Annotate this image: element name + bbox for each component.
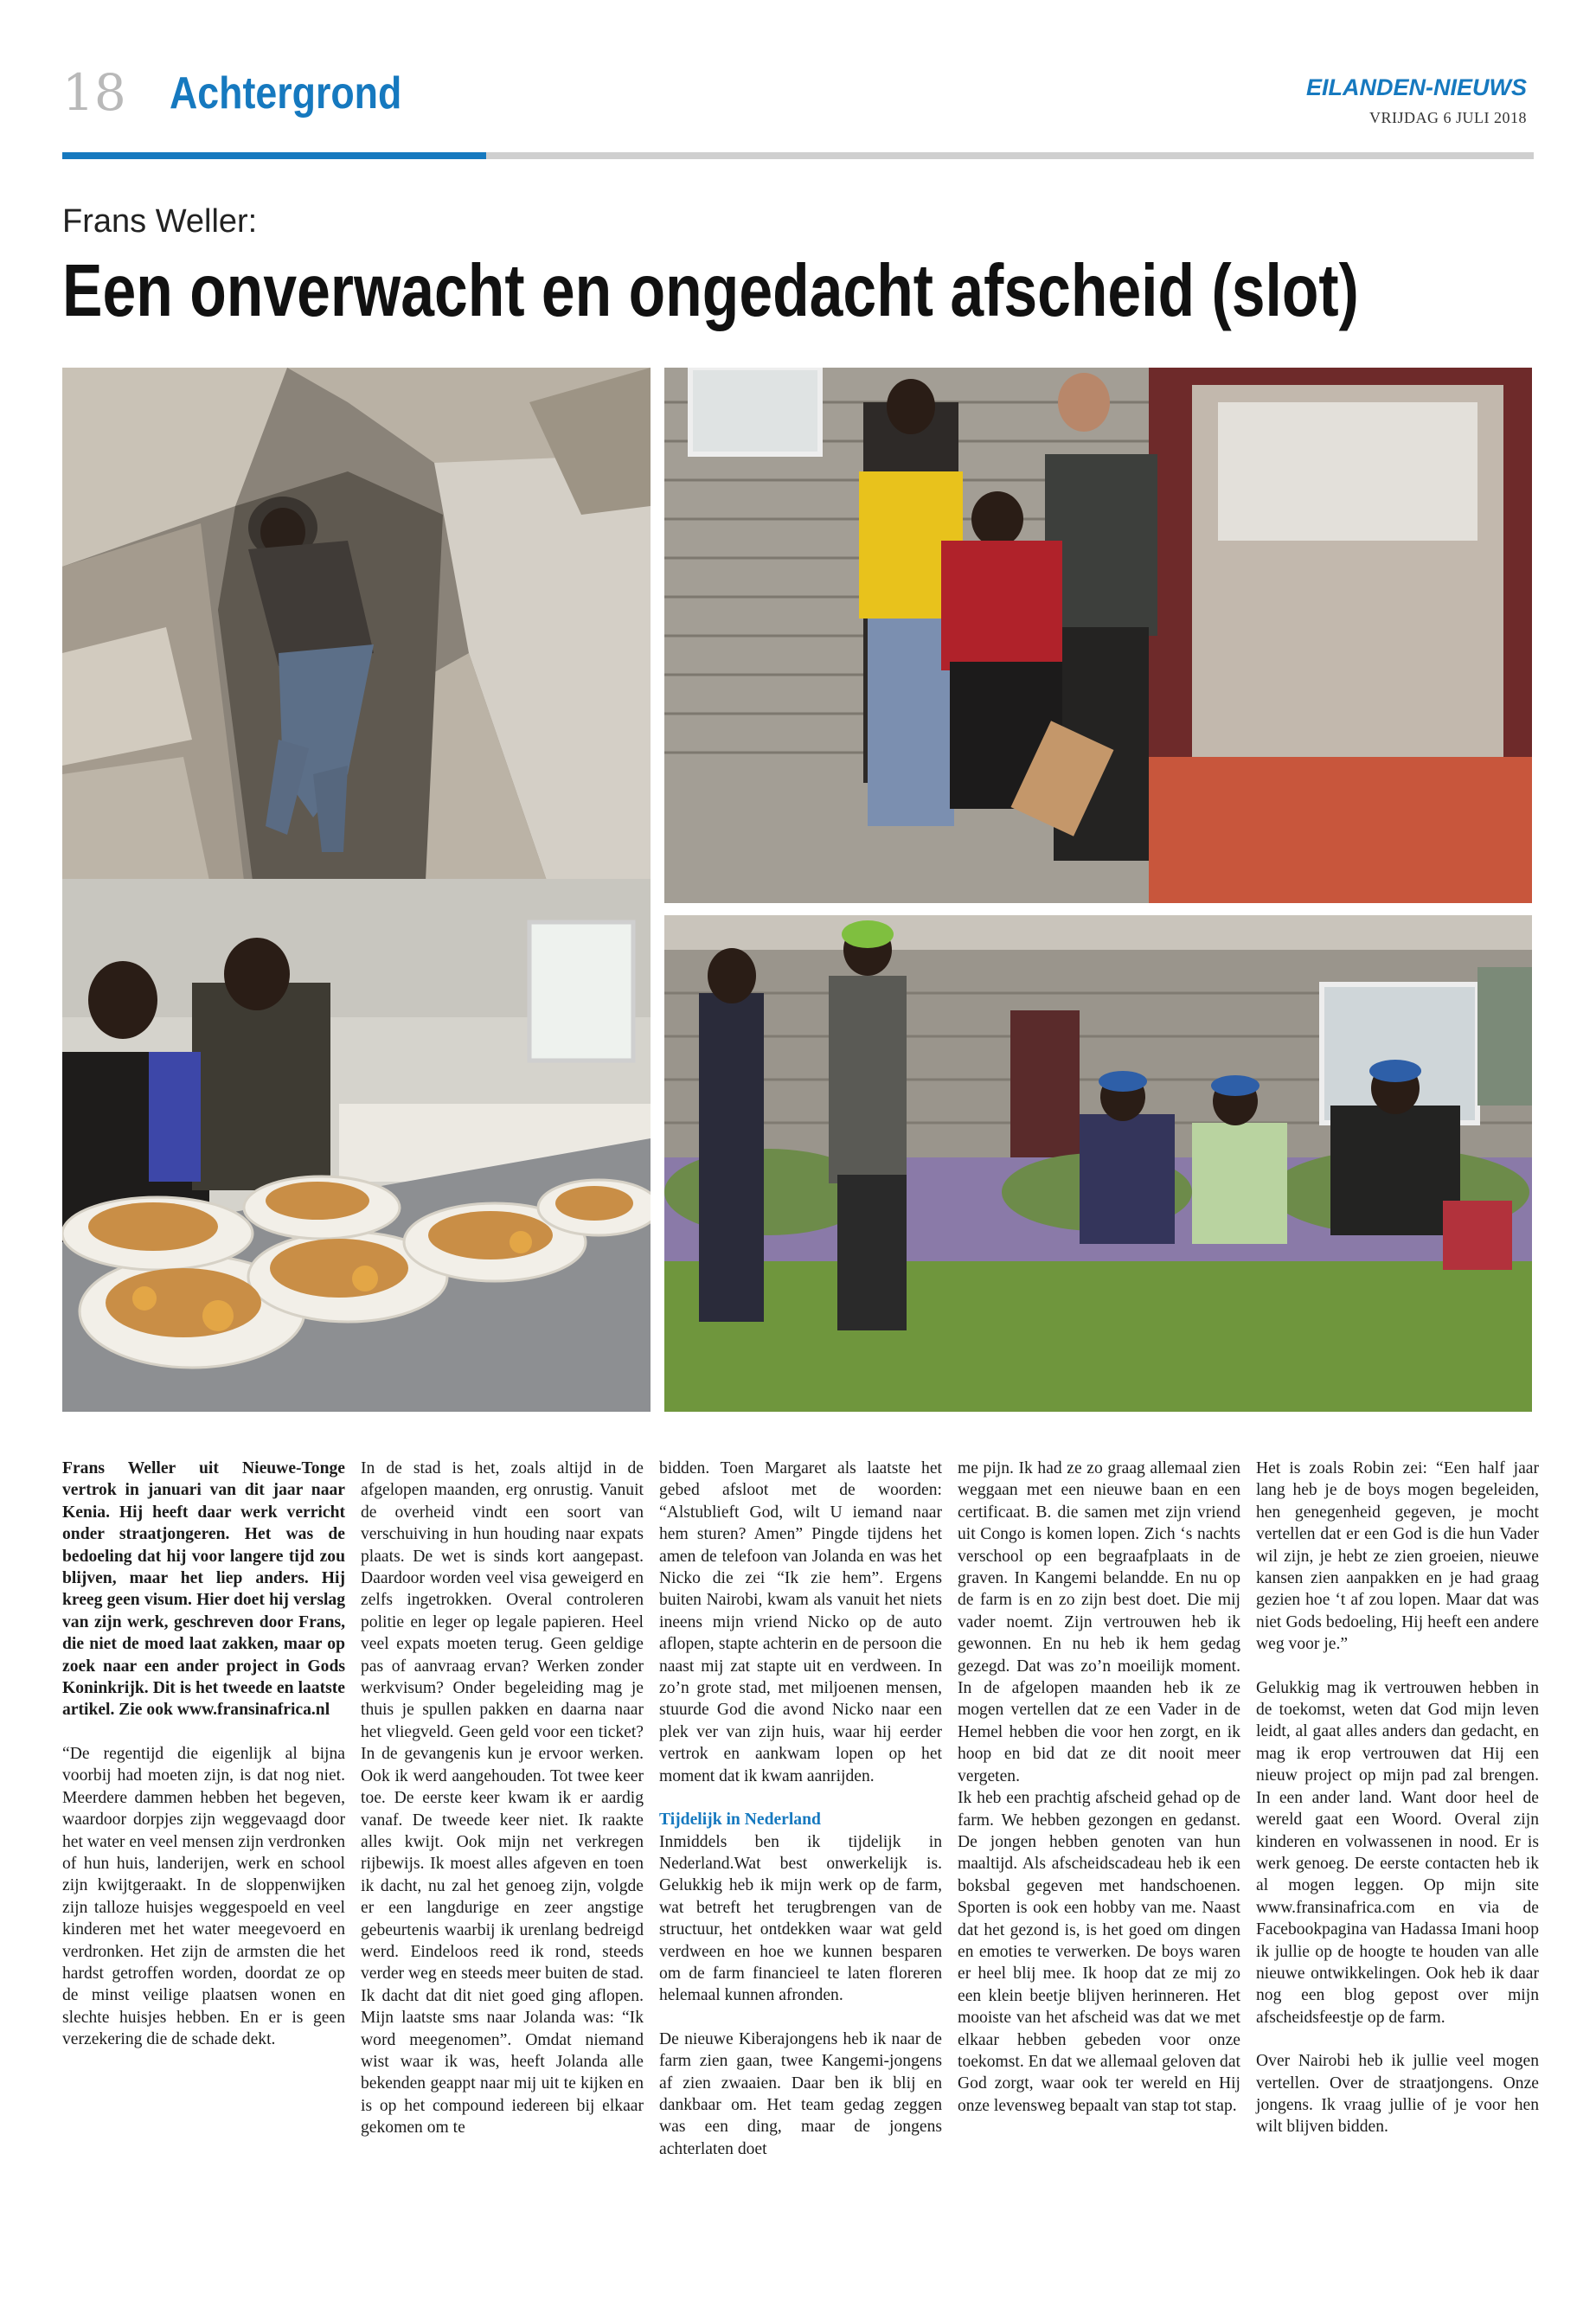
article-paragraph: De nieuwe Kiberajongens heb ik naar de farm zien gaan, twee Kangemi-jongens af zien zwaaien. Daar ben ik blij en dankbaar om. Het team gedag zeggen was een ding, maar de jongens achterlaten doet [659, 2029, 942, 2158]
article-column-1 [62, 1458, 345, 2051]
section-title: Achtergrond [170, 68, 402, 119]
issue-date: VRIJDAG 6 JULI 2018 [1369, 109, 1527, 126]
photo-food-plates-kitchen [62, 879, 651, 1412]
article-paragraph: Ik heb een prachtig afscheid gehad op de farm. We hebben gezongen en gedanst. De jongen hebben genoten van hun maaltijd. Als afscheidscadeau heb ik een boksbal gegeven met handschoenen. Sporten is ook een hobby van me. Naast dat het gezond is, is het goed om dingen en emoties te verwerken. De boys waren er heel blij mee. Ik hoop dat ze mij zo een klein beetje blijven herinneren. Het mooiste van het afscheid was dat we met elkaar hebben gebeden voor onze toekomst. En dat we allemaal geloven dat God zorgt, waar ook ter wereld en Hij onze levensweg bepaalt van stap tot stap. [958, 1789, 1240, 2115]
article-paragraph: Inmiddels ben ik tijdelijk in Nederland.Wat best onwerkelijk is. Gelukkig heb ik mijn werk op de farm, wat betreft het terugbrengen van de structuur, het ontdekken waar wat geld verdween en hoe we kunnen besparen om de farm financieel te laten floreren helemaal kunnen afronden. [659, 1832, 942, 2005]
photo-group-outdoors [664, 915, 1532, 1412]
publication-logo: EILANDEN-NIEUWS [1306, 74, 1527, 100]
article-paragraph: In de stad is het, zoals altijd in de afgelopen maanden, erg onrustig. Vanuit de overheid vindt een soort van verschuiving in hun houding naar expats plaats. De wet is sinds kort aangepast. Daardoor worden veel visa geweigerd en zelfs ingetrokken. Overal controleren politie en leger op legale papieren. Heel veel expats moeten terug. Geen geldige pas of aanvraag ervan? Werken zonder werkvisum? Onder begeleiding mag je thuis je spullen pakken en daarna naar het vliegveld. Geen geld voor een ticket? In de gevangenis kun je ervoor werken. Ook ik werd aangehouden. Tot twee keer toe. De eerste keer kwam ik er aardig vanaf. De tweede keer niet. Ik raakte alles kwijt. Ook mijn net verkregen rijbewijs. Ik moest alles afgeven en toen ik dacht, nu zal het genoeg zijn, volgde er een langdurige en zeer angstige gebeurtenis waarbij ik urenlang bedreigd werd. Eindeloos reed ik rond, steeds verder weg en steeds meer buiten de stad. Ik dacht dat dit niet goed ging aflopen. Mijn laatste sms naar Jolanda was: “Ik word meegenomen”. Omdat niemand wist waar ik was, heeft Jolanda alle bekenden geappt naar mij uit te kijken en is op het compound iedereen bij elkaar gekomen om te [361, 1459, 644, 2138]
header-rule-accent [62, 152, 486, 159]
article-paragraph: “De regentijd die eigenlijk al bijna voorbij had moeten zijn, is dat nog niet. Meerdere dammen hebben het begeven, waardoor dorpjes zijn weggevaagd door het water en veel mensen zijn verdronken of hun huis, landerijen, werk en school zijn kwijtgeraakt. In de sloppenwijken zijn talloze huisjes weggespoeld en veel kinderen met het water meegevoerd en verdronken. Het zijn de armsten die het hardst getroffen worden, doordat ze op de minst veilige plaatsen wonen en slechte huisjes hebben. En er is geen verzekering die de schade dekt. [62, 1744, 345, 2049]
article-subheading: Tijdelijk in Nederland [659, 1811, 821, 1830]
article-column-3 [659, 1458, 942, 2160]
article-kicker: Frans Weller: [62, 203, 258, 240]
article-intro: Frans Weller uit Nieuwe-Tonge vertrok in januari van dit jaar naar Kenia. Hij heeft daar werk verricht onder straatjongeren. Het was de bedoeling dat hij voor langere tijd zou blijven, maar het liep anders. Hij kreeg geen visum. Hier doet hij verslag van zijn werk, geschreven door Frans, die niet de moed laat zakken, maar op zoek naar een ander project in Gods Koninkrijk. Dit is het tweede en laatste artikel. Zie ook www.fransinafrica.nl [62, 1459, 345, 1720]
article-column-5 [1256, 1458, 1539, 2138]
page-number: 18 [62, 63, 126, 122]
article-paragraph: Het is zoals Robin zei: “Een half jaar lang heb je de boys mogen begeleiden, hen genegenheid gegeven, je mocht vertellen dat er een God is die hun Vader wil zijn, je hebt ze zien groeien, nieuwe kansen zien aanpakken en je had graag gezien hoe ‘t af zou lopen. Maar dat was niet Gods bedoeling, Hij heeft een andere weg voor je.” [1256, 1459, 1539, 1654]
article-paragraph: Over Nairobi heb ik jullie veel mogen vertellen. Over de straatjongens. Onze jongens. Ik vraag jullie of je voor hen wilt blijven bidden. [1256, 2052, 1539, 2137]
photo-man-among-stones [62, 368, 651, 881]
article-column-2 [361, 1458, 644, 2139]
article-column-4 [958, 1458, 1240, 2117]
article-paragraph: bidden. Toen Margaret als laatste het gebed afsloot met de woorden: “Alstublieft God, wilt U iemand naar hem sturen? Amen” Pingde tijdens het amen de telefoon van Jolanda en was het Nicko die zei “Ik zie hem”. Ergens buiten Nairobi, kwam als vanuit het niets ineens mijn vriend Nicko op de auto aflopen, stapte achterin en de persoon die naast mij zat stapte uit en verdween. In zo’n grote stad, met miljoenen mensen, stuurde God die avond Nicko naar een plek ver van zijn huis, waar hij eerder vertrok en aankwam lopen op het moment dat ik kwam aanrijden. [659, 1459, 942, 1785]
article-paragraph: Gelukkig mag ik vertrouwen hebben in de toekomst, weten dat God mijn leven leidt, al gaat alles anders dan gedacht, en mag ik erop vertrouwen dat Hij een nieuw project op mijn pad zal brengen. In een ander land. Want door heel de wereld gaat een Woord. Overal zijn kinderen en volwassenen in nood. Er is werk genoeg. De eerste contacten heb ik al mogen leggen. Op mijn site www.fransinafrica.com en via de Facebookpagina van Hadassa Imani hoop ik jullie op de hoogte te houden van alle nieuwe ontwikkelingen. Ook heb ik daar nog een blog gepost over mijn afscheidsfeestje op de farm. [1256, 1678, 1539, 2027]
article-paragraph: me pijn. Ik had ze zo graag allemaal zien weggaan met een nieuwe baan en een certificaat. B. die samen met zijn vriend uit Congo is komen lopen. Zich ‘s nachts verschool op een begraafplaats in de graven. In Kangemi belandde. En nu op de farm is en zo zijn best doet. Die mij vader noemt. Zijn vertrouwen heb ik gewonnen. En nu heb ik hem gedag gezegd. Dat was zo’n moeilijk moment. In de afgelopen maanden heb ik ze mogen vertellen dat ze een Vader in de Hemel hebben die voor hen zorgt, en ik hoop en bid dat ze dit nooit meer vergeten. [958, 1459, 1240, 1785]
article-headline: Een onverwacht en ongedacht afscheid (slot) [62, 250, 1359, 332]
photo-group-at-doorway [664, 368, 1532, 903]
